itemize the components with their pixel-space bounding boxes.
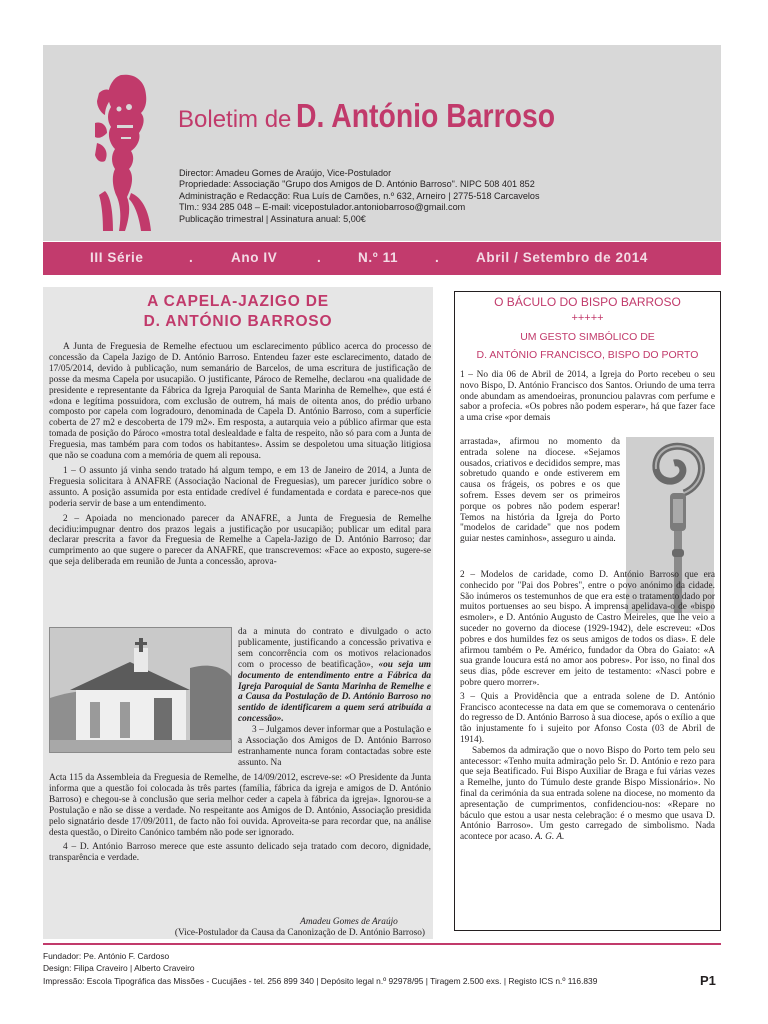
article-body (460, 570, 715, 843)
article-subtitle-line2: D. ANTÓNIO FRANCISCO, BISPO DO PORTO (476, 349, 699, 361)
separator-dot: . (317, 250, 322, 265)
title-prefix: Boletim de (178, 106, 292, 133)
bishop-portrait-logo (91, 73, 153, 233)
colophon (179, 168, 540, 225)
signature-name: Amadeu Gomes de Araújo (300, 917, 398, 927)
article-title (43, 292, 433, 332)
footer-printing: Impressão: Escola Tipográfica das Missões - Cucujães - tel. 256 899 340 | Depósito legal n.º 92978/95 | Tiragem 2.500 exs. | Registo ICS n.º 116.839 (43, 975, 598, 986)
footer-design: Design: Filipa Craveiro | Alberto Craveiro (43, 963, 195, 974)
paragraph: 1 – No dia 06 de Abril de 2014, a Igreja do Porto recebeu o seu novo Bispo, D. António Francisco dos Santos. Oriundo de uma terra onde abundam as amendoeiras, pronunciou palavras com perfume e sabor a profecia. «Os pobres não podem esperar», há que fazer face a uma crise «por demais (460, 370, 715, 424)
paragraph: Acta 115 da Assembleia da Freguesia de Remelhe, de 14/09/2012, escreve-se: «O Presidente da Junta informa que a questão foi colocada às três partes (família, fábrica da igreja e amigos de D. António Barroso) e chegou-se à conclusão que seria melhor ceder a capela à fábrica da igreja». Ignorou-se a Postulação e não se disse a verdade. No respeitante aos Amigos de D. António, Associação presidida pelo signatário desde 17/09/2011, de facto não foi ouvida. Aproveita-se para recordar que, na análise desta questão, o Direito Canónico também não pode ser ignorado. (49, 773, 431, 838)
paragraph: Sabemos da admiração que o novo Bispo do Porto tem pelo seu antecessor: «Tenho muita admiração pelo Sr. D. António e rezo para que seja Beatificado. Fui Bispo Auxiliar de Braga e fui várias vezes a Remelhe, junto do Túmulo deste grande Bispo Missionário». No final da cerimónia da sua entrada solene na diocese, no momento da apresentação de cumprimentos, confidenciou-nos: «Repare no báculo que estou a usar nesta celebração: é o mesmo que usava D. António Barroso». Um gesto carregado de simbolismo. Nada acontece por acaso. (460, 745, 715, 843)
signature-role: (Vice-Postulador da Causa da Canonização de D. António Barroso) (174, 928, 425, 938)
paragraph: 1 – O assunto já vinha sendo tratado há algum tempo, e em 13 de Janeiro de 2014, a Junta de Freguesia solicitara à ANAFRE (Associação Nacional de Freguesias), um parecer jurídico sobre o assunto. A posição assumida por esta entidade credível é fundamentada e cordata e parece-nos que poderia servir de base a um entendimento. (49, 465, 431, 509)
footer-credits (43, 950, 597, 987)
colophon-address: Administração e Redacção: Rua Luís de Camões, n.º 632, Arneiro | 2775-518 Carcavelos (179, 190, 540, 201)
colophon-contact: Tlm.: 934 285 048 – E-mail: vicepostulador.antoniobarroso@gmail.com (179, 202, 466, 213)
chapel-illustration (50, 628, 231, 752)
stars-divider: +++++ (571, 312, 604, 324)
article-wrap-text (460, 437, 620, 545)
paragraph: 3 – Julgamos dever informar que a Postulação e a Associação dos Amigos de D. António Barroso estranhamente nunca foram contactadas sobre este assunto. Na (238, 725, 431, 768)
separator-dot: . (189, 250, 194, 265)
article-wrap-text (238, 627, 431, 769)
paragraph: 3 – Quis a Providência que a entrada solene de D. António Francisco acontecesse na data em que se comemorava o centenário do regresso de D. António Barroso à sua diocese, após o exílio a que tão injustamente fo i sujeito por Afonso Costa (03 de Abril de 1914). (460, 691, 715, 745)
footer-divider (43, 943, 721, 945)
title-name: D. António Barroso (295, 97, 555, 134)
paragraph: 2 – Apoiada no mencionado parecer da ANAFRE, a Junta de Freguesia de Remelhe decidiu:impugnar dentro dos prazos legais a justificação por usucapião; publicar um edital para declarar prescrita a favor da Freguesia de Remelhe a Capela-Jazigo de D. António Barroso; dar cumprimento ao que sugere o parecer da ANAFRE, que transcrevemos: «Face ao exposto, sugere-se que seja deliberada em reunião de Junta a concessão, aprova- (49, 513, 431, 568)
article-subtitle-line1: UM GESTO SIMBÓLICO DE (520, 331, 655, 343)
paragraph: 2 – Modelos de caridade, como D. António Barroso que era conhecido por "Pai dos Pobres", entre o povo anónimo da cidade. São inúmeros os testemunhos de que era este o tratamento dado por muitos portuenses ao seu bispo. A imprensa apelidava-o de «bispo esmoler», e D. António Augusto de Castro Meireles, que lhe veio a suceder no governo da diocese (1929-1942), dele escreveu: «Dos pobres e dos humildes fez os seus amigos de todos os dias». E dele afirmou também o Pe. Américo, fundador da Obra do Gaiato: «A sua grande loucura está no amor aos pobres». Por isso, no final dos seus dias, pôde escrever em jeito de testamento: «Nasci pobre e pobre quero morrer». (460, 570, 715, 688)
article-baculo (454, 291, 721, 931)
bulletin-title (178, 97, 597, 135)
colophon-director: Director: Amadeu Gomes de Araújo, Vice-Postulador (179, 168, 392, 178)
page-number: P1 (700, 973, 716, 988)
issue-date: Abril / Setembro de 2014 (476, 250, 648, 265)
issue-info-bar (43, 242, 721, 275)
article-intro (460, 370, 715, 424)
article-capela-jazigo (43, 287, 433, 939)
masthead (43, 45, 721, 241)
paragraph: arrastada», afirmou no momento da entrada solene na diocese. «Sejamos ousados, criativos e decididos sempre, mas sobretudo quando e onde estiverem em causa os frágeis, os pobres e os que sofrem. Esses devem ser os primeiros porque os pobres não podem esperar! Temos na história da Igreja do Porto "modelos de caridade" que nos podem guiar nestes caminhos», asseguro u ainda. (460, 437, 620, 545)
wrap-bold-quote: «ou seja um documento de entendimento entre a Fábrica da Igreja Paroquial de Santa Marinha de Remelhe e a Causa da Postulação de D. António Barroso no sentido de identificarem a quem será atribuída a concessão». (238, 659, 432, 725)
article-body-bottom (49, 773, 431, 864)
colophon-subscription: Publicação trimestral | Assinatura anual: 5,00€ (179, 213, 366, 224)
chapel-photo (49, 627, 232, 753)
issue-number: N.º 11 (358, 250, 399, 265)
article-title-line2: D. ANTÓNIO BARROSO (143, 313, 333, 330)
separator-dot: . (435, 250, 440, 265)
wrap-text: da a minuta do contrato e divulgado o acto publicamente, justificando a concessão privativa e sem concorrência com os motivos relacionados com o processo de beatificação», (238, 627, 431, 670)
footer-founder: Fundador: Pe. António F. Cardoso (43, 951, 170, 961)
paragraph: A Junta de Freguesia de Remelhe efectuou um esclarecimento público acerca do processo de concessão da Capela Jazigo de D. António Barroso. Entendeu fazer este esclarecimento, datado de 17/05/2014, devido à publicação, num semanário de Barcelos, de uma escritura de justificação de posse da mesma Capela por usucapião. O justificante, Pároco de Remelhe, declarou «na qualidade de presidente e representante da Fábrica da Igreja Paroquial de Santa Marinha de Remelhe», que está é «dona e legítima possuidora, com exclusão de outrem, há mais de oitenta anos, do prédio urbano composto por capela com logradouro, denominada de Capela D. António Barroso, com a superfície coberta de 27 m2 e descoberta de 179 m2». Em resposta, a autarquia veio a público afirmar que esta tomada de posição do Pároco «mostra total deslealdade e falta de respeito, não só para com a Junta de Freguesia, mas também para com todos os habitantes». Assim se despoletou uma situação litigiosa que não se coaduna com a memória de quem ali repousa. (49, 342, 431, 462)
series-label: III Série (90, 250, 144, 265)
year-label: Ano IV (231, 250, 278, 265)
signature: A. G. A. (534, 832, 565, 843)
article-title: O BÁCULO DO BISPO BARROSO (494, 295, 681, 309)
paragraph: 4 – D. António Barroso merece que este assunto delicado seja tratado com decoro, dignidade, transparência e verdade. (49, 842, 431, 864)
article-title-line1: A CAPELA-JAZIGO DE (147, 293, 329, 310)
colophon-ownership: Propriedade: Associação "Grupo dos Amigos de D. António Barroso". NIPC 508 401 852 (179, 179, 535, 190)
article-body-top (49, 342, 431, 568)
